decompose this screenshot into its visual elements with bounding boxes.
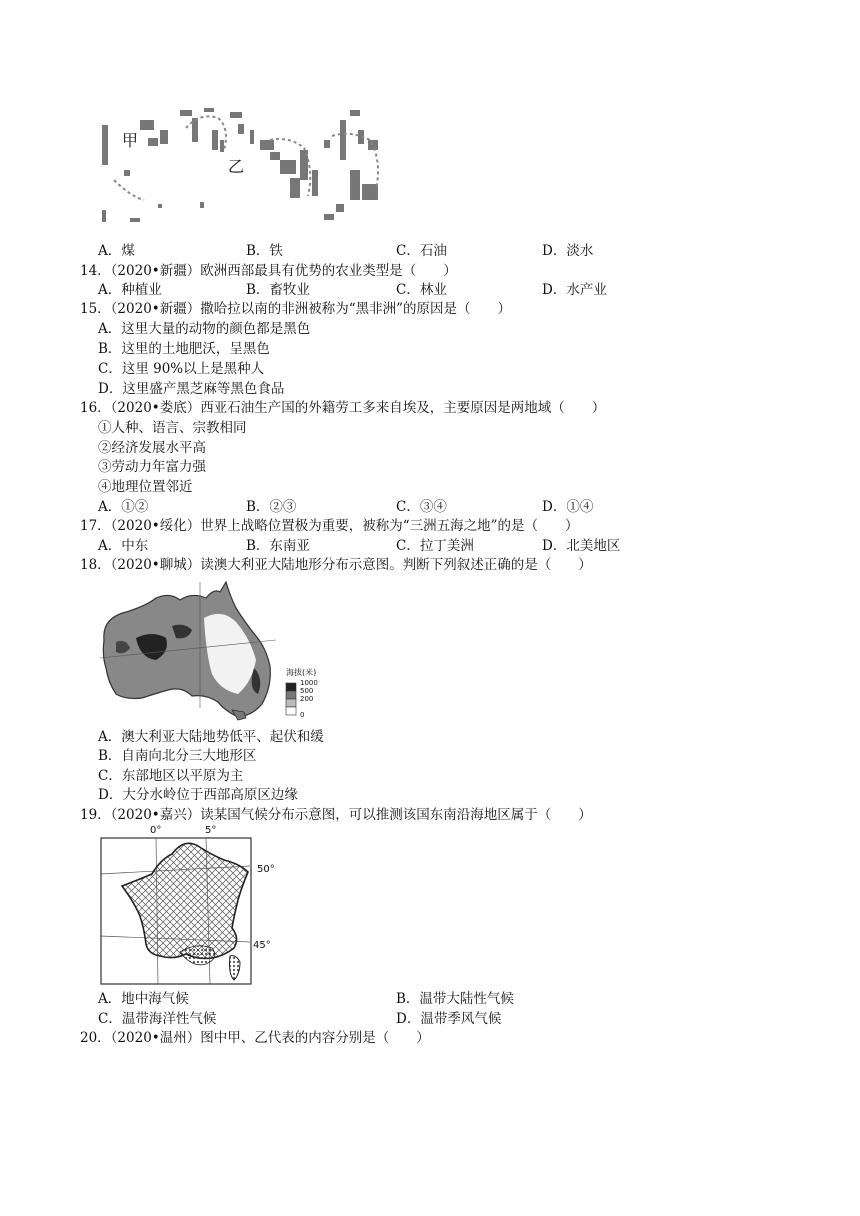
q15-option-c[interactable]: C．这里 90%以上是黑种人 [98,361,265,377]
q16-item-4: ④地理位置邻近 [98,479,193,495]
q17-option-a[interactable]: A．中东 [98,538,149,554]
legend-tick-0: 0 [300,711,305,719]
q18-option-b[interactable]: B．自南向北分三大地形区 [98,748,257,764]
france-climate-map [100,824,285,986]
q14-stem: 14．（2020•新疆）欧洲西部最具有优势的农业类型是（ ） [80,263,457,279]
q13-option-a[interactable]: A．煤 [98,243,135,259]
label-jia: 甲 [122,131,139,150]
q16-item-1: ①人种、语言、宗教相同 [98,420,247,436]
q13-option-b[interactable]: B．铁 [246,243,283,259]
q19-option-d[interactable]: D．温带季风气候 [396,1011,502,1027]
q14-option-d[interactable]: D．水产业 [542,282,607,298]
q15-stem: 15．（2020•新疆）撒哈拉以南的非洲被称为“黑非洲”的原因是（ ） [80,301,512,317]
lon-5-label: 5° [205,825,217,836]
q16-option-d[interactable]: D．①④ [542,499,594,515]
q20-stem: 20．（2020•温州）图中甲、乙代表的内容分别是（ ） [80,1030,430,1046]
q19-option-c[interactable]: C．温带海洋性气候 [98,1011,217,1027]
lat-45-label: 45° [253,940,271,951]
lat-50-label: 50° [257,864,275,875]
q15-option-b[interactable]: B．这里的土地肥沃，呈黑色 [98,341,270,357]
q16-option-a[interactable]: A．①② [98,499,149,515]
q14-option-a[interactable]: A．种植业 [98,282,162,298]
australia-terrain-map [96,578,341,723]
q19-option-b[interactable]: B．温带大陆性气候 [396,991,514,1007]
q17-option-b[interactable]: B．东南亚 [246,538,310,554]
q15-option-a[interactable]: A．这里大量的动物的颜色都是黑色 [98,321,311,337]
q14-option-b[interactable]: B．畜牧业 [246,282,310,298]
q18-option-a[interactable]: A．澳大利亚大陆地势低平、起伏和缓 [98,729,324,745]
world-map-figure [100,100,385,230]
q15-option-d[interactable]: D．这里盛产黑芝麻等黑色食品 [98,381,285,397]
lon-0-label: 0° [150,825,162,836]
q16-item-2: ②经济发展水平高 [98,440,206,456]
elevation-legend [286,683,296,715]
q18-stem: 18．（2020•聊城）读澳大利亚大陆地形分布示意图。判断下列叙述正确的是（ ） [80,557,592,573]
q18-option-d[interactable]: D．大分水岭位于西部高原区边缘 [98,787,298,803]
legend-title: 海拔(米) [286,668,317,677]
legend-tick-500: 500 [300,687,314,695]
q13-option-c[interactable]: C．石油 [396,243,447,259]
legend-tick-200: 200 [300,695,314,703]
q19-stem: 19．（2020•嘉兴）读某国气候分布示意图，可以推测该国东南沿海地区属于（ ） [80,807,592,823]
q16-option-c[interactable]: C．③④ [396,499,447,515]
q17-stem: 17．（2020•绥化）世界上战略位置极为重要，被称为“三洲五海之地”的是（ ） [80,518,579,534]
q17-option-c[interactable]: C．拉丁美洲 [396,538,474,554]
q16-item-3: ③劳动力年富力强 [98,459,206,475]
q18-option-c[interactable]: C．东部地区以平原为主 [98,768,244,784]
q17-option-d[interactable]: D．北美地区 [542,538,621,554]
legend-tick-1000: 1000 [300,679,318,687]
q16-option-b[interactable]: B．②③ [246,499,297,515]
france-map-graphic [100,824,285,986]
q19-option-a[interactable]: A．地中海气候 [98,991,189,1007]
q13-option-d[interactable]: D．淡水 [542,243,594,259]
label-yi: 乙 [228,157,245,176]
q16-stem: 16．（2020•娄底）西亚石油生产国的外籍劳工多来自埃及，主要原因是两地域（ ） [80,400,606,416]
q14-option-c[interactable]: C．林业 [396,282,447,298]
